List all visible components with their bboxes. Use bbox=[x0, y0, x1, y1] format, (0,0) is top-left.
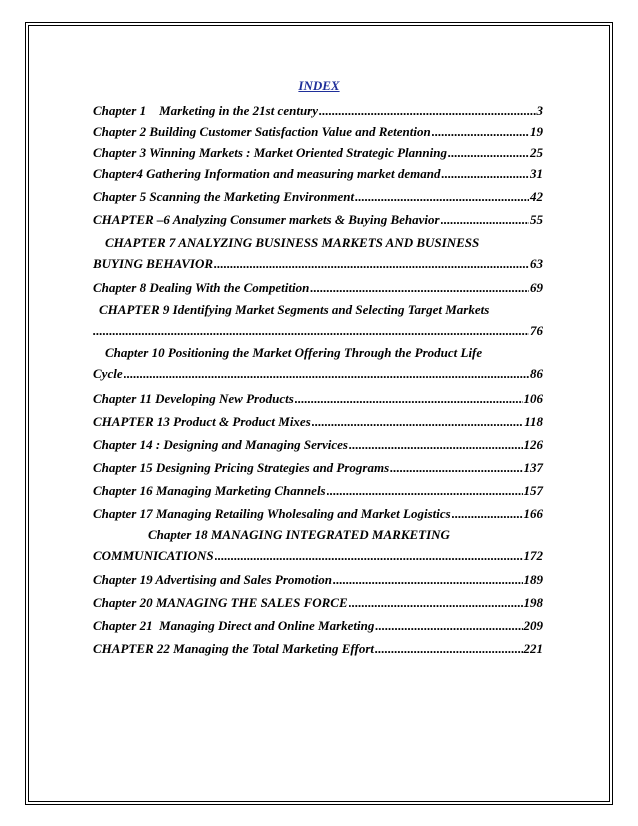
dot-leader bbox=[441, 163, 529, 184]
dot-leader bbox=[310, 277, 529, 298]
toc-page-number: 189 bbox=[523, 572, 543, 587]
toc-entry-title: Chapter 14 : Designing and Managing Services bbox=[93, 437, 348, 452]
toc-entry-title: Chapter 5 Scanning the Marketing Environment bbox=[93, 189, 355, 204]
toc-entry-title: Chapter 2 Building Customer Satisfaction Value and Retention bbox=[93, 124, 431, 139]
dot-leader bbox=[215, 545, 523, 566]
index-title: INDEX bbox=[298, 78, 340, 93]
toc-entry-chapter-4[interactable] bbox=[93, 163, 543, 184]
dot-leader bbox=[355, 186, 529, 207]
toc-entry-title: Chapter 11 Developing New Products bbox=[93, 391, 294, 406]
toc-page-number: 118 bbox=[524, 414, 543, 429]
toc-entry-chapter-1[interactable] bbox=[93, 100, 543, 121]
toc-entry-title: CHAPTER –6 Analyzing Consumer markets & Buying Behavior bbox=[93, 212, 440, 227]
toc-entry-chapter-15[interactable] bbox=[93, 457, 543, 478]
dot-leader bbox=[375, 638, 523, 659]
dot-leader bbox=[319, 100, 536, 121]
toc-entry-title: Chapter 16 Managing Marketing Channels bbox=[93, 483, 326, 498]
dot-leader bbox=[349, 592, 523, 613]
dot-leader bbox=[432, 121, 529, 142]
toc-entry-chapter-2[interactable] bbox=[93, 121, 543, 142]
dot-leader bbox=[349, 434, 523, 455]
toc-page-number: 137 bbox=[523, 460, 543, 475]
toc-entry-chapter-13[interactable] bbox=[93, 411, 543, 432]
toc-entry-title-line1: CHAPTER 9 Identifying Market Segments and Selecting Target Markets bbox=[99, 302, 490, 317]
toc-entry-chapter-17[interactable] bbox=[93, 503, 543, 524]
dot-leader bbox=[390, 457, 522, 478]
toc-entry-chapter-7[interactable] bbox=[93, 232, 543, 274]
dot-leader bbox=[441, 209, 529, 230]
toc-entry-chapter-3[interactable] bbox=[93, 142, 543, 163]
toc-page-number: 55 bbox=[530, 212, 543, 227]
toc-entry-title: Chapter 8 Dealing With the Competition bbox=[93, 280, 310, 295]
toc-page-number: 172 bbox=[523, 548, 543, 563]
toc-page-number: 198 bbox=[523, 595, 543, 610]
toc-entry-chapter-18[interactable] bbox=[93, 524, 543, 566]
dot-leader bbox=[124, 363, 529, 384]
dot-leader bbox=[448, 142, 529, 163]
toc-page-number: 19 bbox=[530, 124, 543, 139]
toc-entry-title-line1: CHAPTER 7 ANALYZING BUSINESS MARKETS AND BUSINESS bbox=[105, 235, 480, 250]
toc-page-number: 42 bbox=[530, 189, 543, 204]
dot-leader bbox=[214, 253, 529, 274]
toc-entry-chapter-5[interactable] bbox=[93, 186, 543, 207]
toc-entry-title: Chapter 21 Managing Direct and Online Marketing bbox=[93, 618, 375, 633]
toc-entry-chapter-10[interactable] bbox=[93, 342, 543, 384]
toc-page-number: 106 bbox=[523, 391, 543, 406]
toc-entry-chapter-22[interactable] bbox=[93, 638, 543, 659]
dot-leader bbox=[327, 480, 523, 501]
toc-page-number: 166 bbox=[523, 506, 543, 521]
toc-entry-title: Chapter 20 MANAGING THE SALES FORCE bbox=[93, 595, 348, 610]
toc-entry-title-line1: Chapter 18 MANAGING INTEGRATED MARKETING bbox=[148, 527, 450, 542]
toc-entry-title: Chapter 17 Managing Retailing Wholesaling and Market Logistics bbox=[93, 506, 451, 521]
dot-leader bbox=[93, 320, 529, 341]
dot-leader bbox=[295, 388, 523, 409]
toc-page-number: 209 bbox=[523, 618, 543, 633]
dot-leader bbox=[312, 411, 523, 432]
toc-entry-chapter-9[interactable] bbox=[93, 299, 543, 341]
toc-entry-title: Chapter 1 Marketing in the 21st century bbox=[93, 103, 318, 118]
toc-page-number: 63 bbox=[530, 256, 543, 271]
toc-entry-chapter-21[interactable] bbox=[93, 615, 543, 636]
toc-entry-chapter-8[interactable] bbox=[93, 277, 543, 298]
dot-leader bbox=[333, 569, 523, 590]
toc-entry-chapter-19[interactable] bbox=[93, 569, 543, 590]
toc-entry-chapter-6[interactable] bbox=[93, 209, 543, 230]
toc-page-number: 157 bbox=[523, 483, 543, 498]
toc-page-number: 69 bbox=[530, 280, 543, 295]
toc-entry-title: Chapter4 Gathering Information and measuring market demand bbox=[93, 166, 441, 181]
dot-leader bbox=[375, 615, 522, 636]
dot-leader bbox=[452, 503, 523, 524]
toc-page-number: 126 bbox=[523, 437, 543, 452]
toc-page-number: 86 bbox=[530, 366, 543, 381]
toc-entry-title: Chapter 15 Designing Pricing Strategies and Programs bbox=[93, 460, 390, 475]
toc-entry-title: Cycle bbox=[93, 366, 123, 381]
toc-entry-chapter-11[interactable] bbox=[93, 388, 543, 409]
toc-entry-chapter-14[interactable] bbox=[93, 434, 543, 455]
toc-page-number: 221 bbox=[523, 641, 543, 656]
toc-entry-chapter-20[interactable] bbox=[93, 592, 543, 613]
toc-entry-title: BUYING BEHAVIOR bbox=[93, 256, 214, 271]
toc-page-number: 76 bbox=[530, 323, 543, 338]
toc-entry-chapter-16[interactable] bbox=[93, 480, 543, 501]
toc-entry-title: CHAPTER 13 Product & Product Mixes bbox=[93, 414, 311, 429]
toc-entry-title-line1: Chapter 10 Positioning the Market Offering Through the Product Life bbox=[105, 345, 483, 360]
toc-entry-title: CHAPTER 22 Managing the Total Marketing Effort bbox=[93, 641, 374, 656]
toc-page-number: 31 bbox=[530, 166, 543, 181]
toc-page-number: 25 bbox=[530, 145, 543, 160]
toc-entry-title: Chapter 19 Advertising and Sales Promotion bbox=[93, 572, 332, 587]
toc-page-number: 3 bbox=[536, 103, 543, 118]
toc-entry-title: Chapter 3 Winning Markets : Market Oriented Strategic Planning bbox=[93, 145, 447, 160]
toc-entry-title: COMMUNICATIONS bbox=[93, 548, 214, 563]
